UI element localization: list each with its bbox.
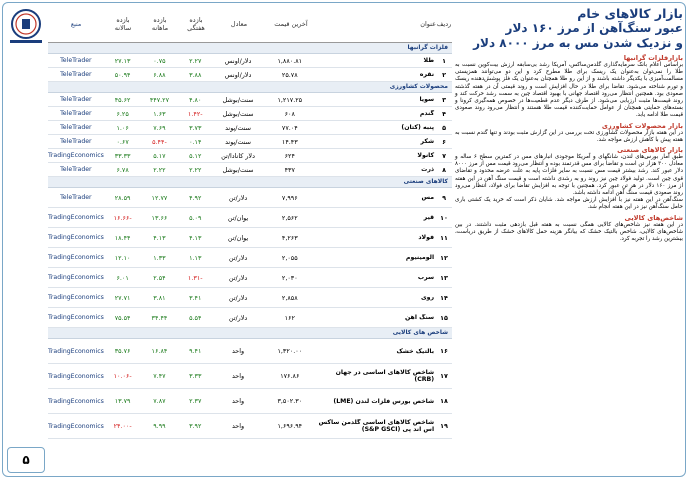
paragraph: براساس اعلام بانک سرمایه‌گذاری گلدمن‌ساکس، آمریکا رشد بی‌سابقه ارزش بیت‌کوین نسبت به طلا را نمی‌توان به‌عنوان یک ریسک برای طلا مطرح کرد و این دو می‌توانند همزیستی مسالمت‌آمیزی با یکدیگر داشته باشند و از این رو طلا همچنان به‌عنوان یک فلز پوشش‌دهنده ریسک و تورم شناخته می‌شود. تقاضا برای طلا در حال افزایش است و روند قیمتی آن در هفته گذشته صعودی بود. همچنین انتظار می‌رود اقتصاد جهانی با بهبود اقتصاد چین به سمت رشد حرکت کند و روند قیمت‌ها مثبت ارزیابی می‌شود. از طرف دیگر عدم قطعیت‌ها در خصوص همه‌گیری کرونا و بسته‌های حمایتی همچنان از عوامل حمایت‌کننده قیمت طلا هستند و انتظار می‌رود روند صعودی قیمت طلا ادامه یابد.	[455, 62, 683, 119]
weekly-return: ۵.۰۹	[189, 213, 202, 222]
header-monthly: بازده ماهانه	[151, 16, 169, 32]
row-number: ۱۲	[440, 253, 448, 262]
header-price: آخرین قیمت	[274, 20, 308, 28]
last-price: ۲,۰۵۵	[281, 253, 298, 262]
monthly-return: ۱.۶۳	[153, 109, 166, 118]
row-number: ۱	[442, 56, 446, 65]
unit: دلار کانادا/تن	[221, 151, 255, 160]
source: TeleTrader	[60, 71, 92, 78]
yearly-return: ۲۷.۱۳	[114, 56, 131, 65]
monthly-return: ۳۴.۴۴	[151, 313, 168, 322]
commodity-name: سویا	[419, 96, 435, 103]
weekly-return: ۳.۳۳	[189, 372, 202, 380]
unit: یوان/تن	[227, 213, 249, 222]
unit: دلار/تن	[228, 313, 248, 322]
yearly-return: ۴۵.۶۲	[114, 95, 131, 104]
source: TradingEconomics	[47, 294, 104, 301]
last-price: ۱,۶۹۶.۹۴	[277, 422, 303, 430]
table-row	[48, 248, 452, 268]
yearly-return: ۵۰.۹۴	[114, 70, 131, 79]
monthly-return: ۵.۱۷	[153, 151, 166, 160]
source: TradingEconomics	[47, 314, 104, 321]
last-price: ۱,۲۱۷.۲۵	[277, 95, 303, 104]
table-row	[48, 228, 452, 248]
monthly-return: ۹.۹۹	[153, 422, 166, 430]
yearly-return: ۱۸.۴۴	[114, 233, 131, 242]
monthly-return: -۵.۴۴	[152, 137, 167, 146]
commodity-name: آلومینیوم	[405, 254, 435, 261]
monthly-return: ۳.۸۱	[153, 293, 166, 302]
yearly-return: ۰.۶۷	[116, 137, 129, 146]
yearly-return: -۱۰.۰۶	[113, 372, 132, 380]
row-number: ۱۵	[440, 313, 448, 322]
source: TradingEconomics	[47, 372, 104, 380]
row-number: ۱۳	[440, 273, 448, 282]
group-agri	[48, 93, 452, 177]
category-agri: محصولات کشاورزی	[48, 82, 452, 93]
last-price: ۱۴.۴۳	[281, 137, 298, 146]
paragraph: در این هفته بازار محصولات کشاورزی تحت بررسی در این گزارش مثبت بودند و تنها گندم نسبت به هفته پیش با کاهش ارزش مواجه شد.	[455, 129, 683, 143]
article-column	[455, 6, 683, 476]
yearly-return: ۱۳.۷۹	[114, 397, 131, 405]
section-heading: شاخص‌های کالایی	[624, 213, 683, 222]
row-number: ۱۱	[440, 233, 448, 242]
source: TradingEconomics	[47, 254, 104, 261]
row-number: ۲	[442, 70, 446, 79]
last-price: ۱۷۶.۸۶	[280, 372, 300, 380]
monthly-return: ۷.۴۷	[153, 372, 166, 380]
unit: واحد	[231, 347, 245, 355]
table-row	[48, 288, 452, 308]
yearly-return: ۲۷.۷۱	[114, 293, 131, 302]
table-row	[48, 308, 452, 328]
header-name: عنوان	[420, 20, 436, 28]
header-yearly: بازده سالانه	[114, 16, 132, 32]
weekly-return: ۳.۷۳	[189, 123, 202, 132]
commodity-name: روی	[420, 294, 435, 301]
weekly-return: ۹.۴۱	[189, 347, 202, 355]
source: TradingEconomics	[47, 397, 104, 405]
table-row	[48, 135, 452, 149]
monthly-return: ۴.۱۳	[153, 233, 166, 242]
table-row	[48, 68, 452, 82]
page-number: ۵	[7, 447, 45, 473]
source: TeleTrader	[60, 57, 92, 64]
monthly-return: ۴۴۷.۲۷	[149, 95, 170, 104]
last-price: ۲۵.۷۸	[281, 70, 298, 79]
yearly-return: ۶.۰۱	[116, 273, 129, 282]
last-price: ۱,۳۲۰.۰۰	[277, 347, 303, 355]
source: TradingEconomics	[47, 422, 104, 430]
header-row: ردیف	[436, 20, 452, 28]
unit: دلار/تن	[228, 273, 248, 282]
table-row	[48, 389, 452, 414]
section-heading: بازار محصولات کشاورزی	[601, 121, 683, 130]
table-row	[48, 163, 452, 177]
unit: سنت/بوشل	[222, 109, 254, 118]
weekly-return: ۴.۱۳	[189, 233, 202, 242]
commodity-name: شاخص کالاهای اساسی گلدمن ساکس اس اند پی (S&P GSCI)	[318, 419, 435, 433]
section-heading: بازارفلزات گرانبها	[623, 54, 683, 62]
source: TeleTrader	[60, 194, 92, 201]
monthly-return: ۷.۸۷	[153, 397, 166, 405]
last-price: ۲,۰۳۰	[281, 273, 298, 282]
row-number: ۴	[442, 109, 446, 118]
group-precious	[48, 54, 452, 82]
monthly-return: ۲.۲۲	[153, 165, 166, 174]
unit: سنت/بوشل	[222, 165, 254, 174]
unit: سنت/پوند	[225, 123, 252, 132]
yearly-return: ۳۳.۳۳	[114, 151, 131, 160]
commodity-name: قیر	[423, 214, 435, 221]
source: TeleTrader	[60, 96, 92, 103]
commodity-name: شکر	[420, 138, 435, 145]
weekly-return: ۲.۳۷	[189, 397, 202, 405]
yearly-return: ۲۸.۵۹	[114, 193, 131, 202]
table-row	[48, 414, 452, 439]
weekly-return: ۵.۱۲	[189, 151, 202, 160]
commodity-name: کانولا	[417, 152, 435, 159]
weekly-return: ۳.۹۲	[189, 422, 202, 430]
section-heading: بازار کالاهای صنعتی	[617, 146, 683, 155]
row-number: ۱۶	[440, 347, 448, 355]
weekly-return: ۴.۹۲	[189, 193, 202, 202]
weekly-return: ۴.۸۰	[189, 95, 202, 104]
yearly-return: -۲۴.۰۰	[113, 422, 132, 430]
yearly-return: ۱۲.۱۰	[114, 253, 131, 262]
monthly-return: ۱۲.۷۷	[151, 193, 168, 202]
monthly-return: ۰.۷۵	[153, 56, 166, 65]
table-header	[48, 6, 452, 43]
last-price: ۶۰۸	[284, 109, 295, 118]
source: TradingEconomics	[47, 152, 104, 159]
monthly-return: ۱۶.۸۴	[151, 347, 168, 355]
commodity-name: بالتیک خشک	[396, 347, 435, 355]
commodity-name: پنبه (کتان)	[401, 124, 435, 131]
unit: دلار/تن	[228, 193, 248, 202]
source: TradingEconomics	[47, 214, 104, 221]
paragraph: در این هفته نیز شاخص‌های کالایی همگی نسبت به هفته قبل بازدهی مثبت داشتند. در بین شاخص‌های کالایی، شاخص بالتیک خشک که بیانگر هزینه حمل کالاهای خشک از طریق دریاست، بیشترین رشد را تجربه کرد.	[455, 221, 683, 243]
unit: دلار/اونس	[224, 56, 252, 65]
unit: واحد	[231, 372, 245, 380]
weekly-return: ۰.۱۴	[189, 137, 202, 146]
last-price: ۲,۵۶۲	[281, 213, 298, 222]
commodity-name: شاخص بورس فلزات لندن (LME)	[333, 397, 435, 405]
commodity-name: سنگ آهن	[404, 314, 435, 321]
row-number: ۹	[442, 193, 446, 202]
unit: دلار/تن	[228, 253, 248, 262]
last-price: ۷۷.۰۴	[281, 123, 298, 132]
source: TeleTrader	[60, 166, 92, 173]
table-row	[48, 93, 452, 107]
table-row	[48, 149, 452, 163]
row-number: ۱۰	[440, 213, 448, 222]
commodity-name: ذرت	[421, 166, 435, 173]
row-number: ۸	[442, 165, 446, 174]
category-indices: شاخص های کالایی	[48, 328, 452, 339]
source: TeleTrader	[60, 124, 92, 131]
paragraph: طبق آمار بورس‌های لندن، شانگهای و آمریکا موجودی انبارهای مس در کمترین سطح ۶ ساله و معادل ۳۰۰ هزار تن است و تقاضا برای مس قدرتمند بوده و انتظار می‌رود قیمت مس از مرز ۸۰۰۰ دلار عبور کند. رشد بیشتر قیمت مس نسبت به سایر فلزات پایه به علت عرضه محدود و تقاضای قوی چین است. تولید فولاد چین نیز روند رو به رشدی داشته است و قیمت سنگ آهن در این هفته از مرز ۱۶۰ دلار در هر تن عبور کرد. همچنین با توجه به افزایش تقاضا برای فولاد، انتظار می‌رود روند صعودی قیمت سنگ آهن ادامه داشته باشد.	[455, 154, 684, 197]
commodity-name: نقره	[419, 71, 435, 78]
commodity-name: فولاد	[418, 234, 435, 241]
row-number: ۱۴	[440, 293, 448, 302]
unit: واحد	[231, 397, 245, 405]
last-price: ۱,۸۸۰.۸۱	[277, 56, 303, 65]
last-price: ۲,۸۵۸	[281, 293, 298, 302]
commodity-name: طلا	[423, 57, 435, 64]
weekly-return: ۳.۸۸	[189, 70, 202, 79]
publisher-logo-icon	[6, 6, 46, 46]
source: TradingEconomics	[47, 234, 104, 241]
last-price: ۴۳۷	[284, 165, 295, 174]
weekly-return: -۱.۴۲	[187, 109, 203, 118]
yearly-return: ۶.۷۸	[116, 165, 129, 174]
group-industrial	[48, 188, 452, 328]
row-number: ۱۸	[440, 397, 448, 405]
source: TeleTrader	[60, 138, 92, 145]
weekly-return: ۵.۵۴	[189, 313, 202, 322]
unit: واحد	[231, 422, 245, 430]
commodity-name: گندم	[419, 110, 435, 117]
last-price: ۳,۵۰۲.۳۰	[277, 397, 303, 405]
commodity-name: شاخص کالاهای اساسی در جهان (CRB)	[335, 369, 435, 383]
paragraph: سنگ‌آهن در این هفته نیز با افزایش ارزش مواجه شد. شایان ذکر است که خرید یک کشتی باری حامل سنگ‌آهن نیز در این هفته انجام شد.	[455, 197, 683, 211]
page-title: بازار کالاهای خام عبور سنگ‌آهن از مرز ۱۶۰ دلار و نزدیک شدن مس به مرز ۸۰۰۰ دلار	[473, 6, 683, 50]
group-indices	[48, 339, 452, 439]
article-body	[455, 54, 683, 243]
row-number: ۷	[442, 151, 446, 160]
row-number: ۵	[442, 123, 446, 132]
table-row	[48, 268, 452, 288]
weekly-return: -۱.۳۱	[187, 273, 203, 282]
last-price: ۱۶۲	[284, 313, 295, 322]
row-number: ۱۹	[440, 422, 448, 430]
table-row	[48, 208, 452, 228]
monthly-return: ۲.۵۴	[153, 273, 166, 282]
unit: دلار/اونس	[224, 70, 252, 79]
category-precious: فلزات گرانبها	[48, 43, 452, 54]
yearly-return: ۷۵.۵۴	[114, 313, 131, 322]
table-row	[48, 121, 452, 135]
table-row	[48, 188, 452, 208]
category-industrial: کالاهای صنعتی	[48, 177, 452, 188]
weekly-return: ۲.۲۷	[189, 56, 202, 65]
unit: سنت/بوشل	[222, 95, 254, 104]
row-number: ۱۷	[440, 372, 448, 380]
header-unit: معادل	[230, 20, 248, 28]
header-weekly: بازده هفتگی	[187, 16, 205, 32]
yearly-return: -۱۶.۶۶	[113, 213, 132, 222]
weekly-return: ۲.۲۲	[189, 165, 202, 174]
last-price: ۷,۹۹۶	[281, 193, 298, 202]
row-number: ۳	[442, 95, 446, 104]
last-price: ۴,۲۶۳	[281, 233, 298, 242]
table-row	[48, 107, 452, 121]
source: TradingEconomics	[47, 347, 104, 355]
yearly-return: ۱.۰۶	[116, 123, 129, 132]
commodities-table	[48, 6, 452, 476]
header-source: منبع	[70, 20, 82, 28]
monthly-return: ۶.۸۸	[153, 70, 166, 79]
unit: سنت/پوند	[225, 137, 252, 146]
monthly-return: ۷.۶۹	[153, 123, 166, 132]
source: TeleTrader	[60, 110, 92, 117]
table-row	[48, 364, 452, 389]
source: TradingEconomics	[47, 274, 104, 281]
unit: دلار/تن	[228, 293, 248, 302]
row-number: ۶	[442, 137, 446, 146]
table-row	[48, 54, 452, 68]
monthly-return: ۱۳.۶۶	[151, 213, 168, 222]
commodity-name: مس	[421, 194, 435, 201]
commodity-name: سرب	[417, 274, 435, 281]
last-price: ۶۲۴	[284, 151, 295, 160]
table-row	[48, 339, 452, 364]
weekly-return: ۱.۱۳	[189, 253, 202, 262]
weekly-return: ۳.۴۱	[189, 293, 202, 302]
unit: یوان/تن	[227, 233, 249, 242]
yearly-return: ۳۵.۷۶	[114, 347, 131, 355]
yearly-return: ۶.۲۵	[116, 109, 129, 118]
monthly-return: ۱.۳۳	[153, 253, 166, 262]
